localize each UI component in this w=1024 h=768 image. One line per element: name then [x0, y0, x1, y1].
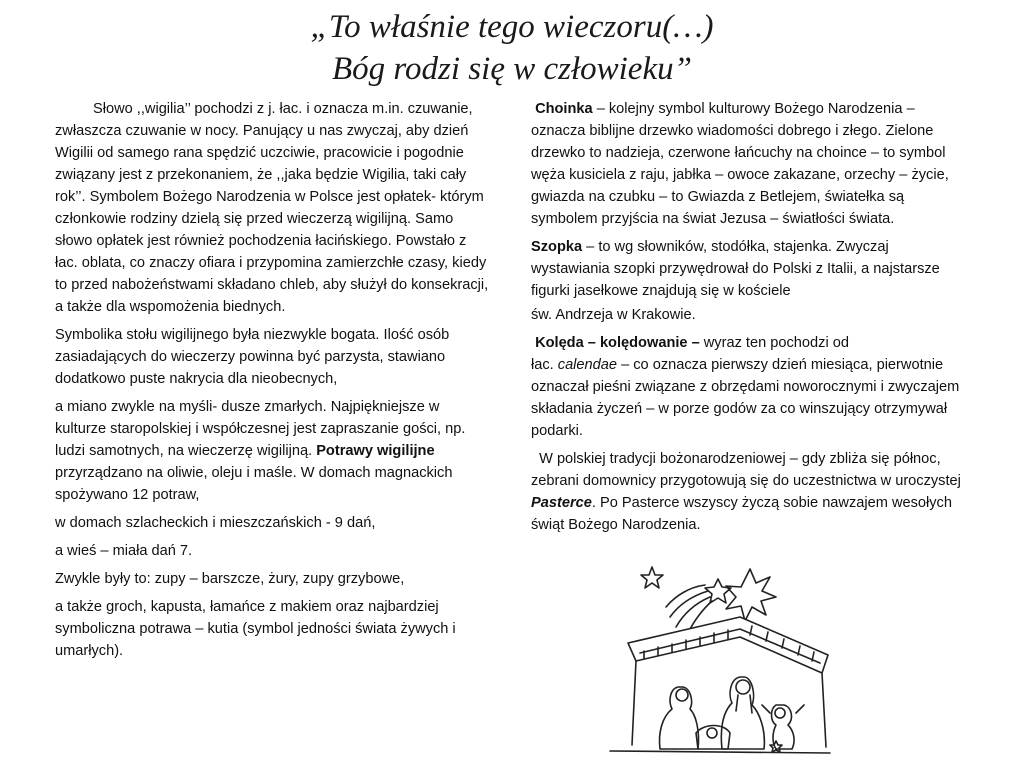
koleda-text-2: łac.: [531, 357, 558, 373]
paragraph-potrawy: [55, 396, 491, 506]
potrawy-intro: a miano zwykle na myśli- dusze zmarłych. Najpiękniejsze w kulturze staropolskiej i współczesnej jest zapraszanie gości, np. ludzi samotnych, na wieczerzę wigilijną.: [55, 399, 466, 459]
pasterka-term: Pasterce: [531, 495, 592, 511]
pasterka-text-1: W polskiej tradycji bożonarodzeniowej – gdy zbliża się północ, zebrani domownicy przygotowują się do uczestnictwa w uroczystej: [531, 451, 965, 489]
paragraph-koleda: [531, 332, 961, 442]
paragraph-choinka: [531, 98, 961, 230]
paragraph-pasterka: [531, 448, 965, 536]
koleda-italic-term: calendae: [557, 357, 618, 373]
left-column: [55, 98, 491, 668]
title-line-2: Bóg rodzi się w człowieku”: [332, 51, 692, 87]
star-large-icon: [726, 569, 776, 621]
stable-roof-icon: [628, 617, 828, 747]
star-tiny-icon: [770, 741, 782, 752]
pasterka-text-2: . Po Pasterce wszyscy życzą sobie nawzajem wesołych świąt Bożego Narodzenia.: [531, 495, 957, 533]
right-column: [531, 98, 965, 542]
holy-family-icon: [660, 677, 805, 749]
potrawy-rest: przyrządzano na oliwie, oleju i maśle. W domach magnackich spożywano 12 potraw,: [55, 465, 453, 503]
koleda-term: Kolęda – kolędowanie –: [535, 335, 700, 351]
paragraph-szopka: [531, 236, 961, 302]
ground-line: [610, 751, 830, 753]
nativity-scene-drawing-icon: [600, 555, 840, 765]
koleda-text-1: wyraz ten pochodzi od: [699, 335, 849, 351]
paragraph-szlacheckie: w domach szlacheckich i mieszczańskich - 9 dań,: [55, 515, 376, 531]
paragraph-zupy: Zwykle były to: zupy – barszcze, żury, zupy grzybowe,: [55, 571, 405, 587]
szopka-text: – to wg słowników, stodółka, stajenka. Zwyczaj wystawiania szopki przywędrował do Polski z Italii, a najstarsze figurki jasełkowe znajdują się w kościele: [531, 239, 940, 299]
koleda-text-3: – co oznacza pierwszy dzień miesiąca, pierwotnie oznaczał pieśni związane z obrzędami noworocznymi i zwyczajem składania życzeń – w porze godów za co winszujący otrzymywał podarki.: [531, 357, 960, 439]
paragraph-wies: a wieś – miała dań 7.: [55, 543, 193, 559]
paragraph-symbolika: Symbolika stołu wigilijnego była niezwykle bogata. Ilość osób zasiadających do wieczerzy powinna być parzysta, stawiano dodatkowo puste nakrycia dla nieobecnych,: [55, 327, 450, 387]
paragraph-szopka-end: św. Andrzeja w Krakowie.: [531, 307, 696, 323]
potrawy-bold-term: Potrawy wigilijne: [316, 443, 435, 459]
star-small-icon: [641, 567, 663, 588]
slide-title: [0, 6, 1024, 90]
szopka-term: Szopka: [531, 239, 583, 255]
choinka-term: Choinka: [535, 101, 593, 117]
paragraph-wigilia: Słowo ,,wigilia’’ pochodzi z j. łac. i oznacza m.in. czuwanie, zwłaszcza czuwanie w nocy. Panujący u nas zwyczaj, aby dzień Wigilii od samego rana spędzić uczciwie, pracowicie i pogodnie związany jest z przekonaniem, że ,,jaka będzie Wigilia, taki cały rok’’. Symbolem Bożego Narodzenia w Polsce jest opłatek- którym członkowie rodziny dzielą się przed wieczerzą wigilijną. Samo słowo opłatek jest również pochodzenia łacińskiego. Powstało z łac. oblata, co znaczy ofiara i przypomina zamierzchłe czasy, kiedy to przed nabożeństwami składano chleb, aby służył do konsekracji, a także dla wspomożenia biednych.: [55, 101, 489, 315]
paragraph-kutia: a także groch, kapusta, łamańce z makiem oraz najbardziej symboliczna potrawa – kutia (symbol jedności świata żywych i umarłych).: [55, 599, 456, 659]
title-line-1: „To właśnie tego wieczoru(…): [310, 9, 714, 45]
choinka-text: – kolejny symbol kulturowy Bożego Narodzenia – oznacza biblijne drzewko wiadomości dobrego i złego. Zielone drzewko to nadzieja, czerwone łańcuchy na choince – to symbol węża kusiciela z raju, jabłka – owoce zakazane, orzechy – życie, gwiazda na czubku – to Gwiazda z Betlejem, światełka są symbolem przyjścia na świat Jezusa – światłości świata.: [531, 101, 949, 227]
